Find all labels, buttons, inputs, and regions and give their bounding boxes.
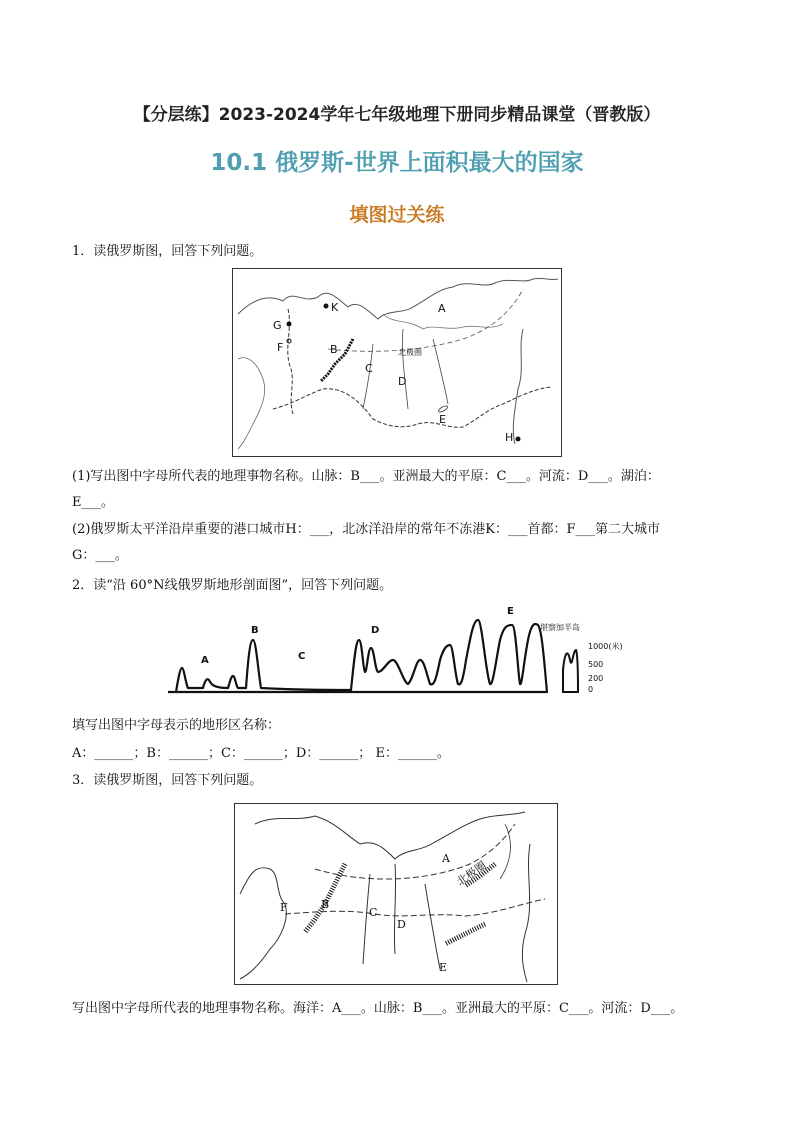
q2-blanks: A：______；B：______；C：______；D：______； E：______。 [72, 746, 450, 761]
q1-map-label-h: H [505, 431, 514, 444]
q1-map-drawing [233, 269, 561, 456]
q2-instruction: 填写出图中字母表示的地形区名称： [72, 718, 281, 733]
q1-map-label-b: B [330, 343, 338, 356]
q2-profile-label-e: E [507, 606, 514, 617]
q3-map-label-d: D [397, 918, 406, 931]
q1-map-label-k: K [331, 301, 339, 314]
q1-map-label-c: C [365, 362, 373, 375]
q2-profile-label-a: A [201, 655, 209, 666]
section-subtitle: 填图过关练 [349, 204, 445, 226]
q1-map-label-g: G [273, 319, 282, 332]
q2-profile-label-d: D [371, 625, 380, 636]
series-header: 【分层练】2023-2024学年七年级地理下册同步精品课堂（晋教版） [133, 105, 661, 125]
q1-line2: E___。 [72, 495, 114, 510]
q1-line4: G：___。 [72, 548, 128, 563]
q2-profile-label-b: B [251, 625, 259, 636]
q1-line3: (2)俄罗斯太平洋沿岸重要的港口城市H：___，北冰洋沿岸的常年不冻港K：___首都：F___第二大城市 [72, 522, 660, 537]
q1-map-label-e: E [439, 413, 446, 426]
q3-russia-map [234, 803, 558, 985]
q2-profile-drawing [168, 600, 638, 700]
q2-prompt: 2．读“沿 60°N线俄罗斯地形剖面图”，回答下列问题。 [72, 578, 393, 593]
q1-map-label-d: D [398, 375, 407, 388]
q1-map-label-f: F [277, 341, 284, 354]
q1-russia-map [232, 268, 562, 457]
page-title: 10.1 俄罗斯-世界上面积最大的国家 [210, 150, 584, 176]
q3-map-label-c: C [369, 906, 378, 919]
q1-line1: (1)写出图中字母所代表的地理事物名称。山脉：B___。亚洲最大的平原：C___。河流：D___。湖泊： [72, 469, 660, 484]
q2-scale-500: 500 [588, 660, 604, 669]
q3-map-drawing [235, 804, 557, 984]
q2-scale-200: 200 [588, 674, 604, 683]
q3-line1: 写出图中字母所代表的地理事物名称。海洋：A___。山脉：B___。亚洲最大的平原：C___。河流：D___。 [72, 1001, 684, 1016]
q3-map-label-arctic: 北极圈 [454, 858, 489, 889]
q3-prompt: 3．读俄罗斯图，回答下列问题。 [72, 773, 263, 788]
q2-terrain-profile [168, 600, 638, 700]
q1-prompt: 1．读俄罗斯图，回答下列问题。 [72, 244, 263, 259]
q1-map-label-a: A [438, 302, 446, 315]
q2-profile-label-c: C [298, 651, 306, 662]
q2-scale-1000: 1000(米) [588, 642, 623, 651]
q1-map-label-arctic: 北极圈 [398, 348, 422, 357]
q2-scale-0: 0 [588, 685, 594, 694]
q3-map-label-a: A [442, 852, 450, 865]
q3-map-label-e: E [439, 961, 448, 974]
q2-profile-label-kamchatka: 堪察加半岛 [540, 623, 580, 632]
q3-map-label-f: F [280, 901, 288, 914]
q3-map-label-b: B [321, 898, 330, 911]
